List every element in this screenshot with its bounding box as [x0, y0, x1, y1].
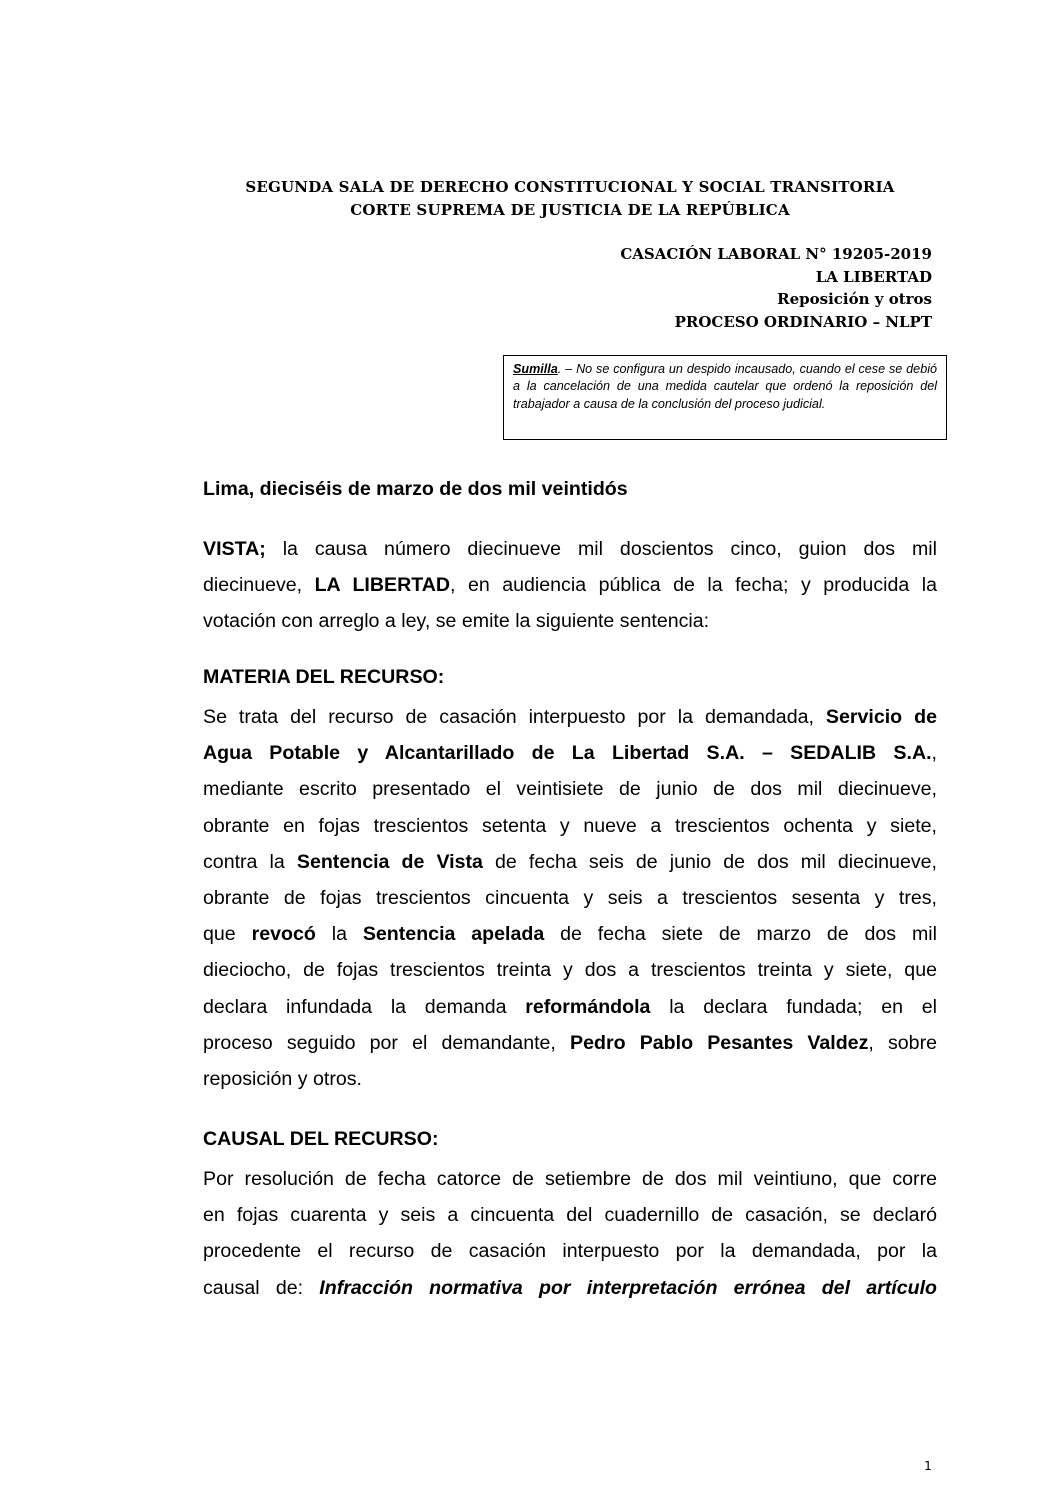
text-run: reposición y otros. — [203, 1067, 362, 1090]
text-run: mediante escrito presentado el veintisiete de junio de dos mil diecinueve, — [203, 778, 937, 801]
paragraph-line — [203, 916, 937, 952]
paragraph-line — [203, 1197, 937, 1233]
paragraph-line — [203, 1161, 937, 1197]
case-number: CASACIÓN LABORAL N° 19205-2019 — [620, 245, 932, 263]
paragraph-line — [203, 531, 937, 567]
text-run: , en audiencia pública de la fecha; y producida la — [450, 574, 937, 597]
text-run: , — [931, 742, 937, 765]
text-run: la declara fundada; en el — [650, 995, 937, 1018]
paragraph-line — [203, 880, 937, 916]
case-info — [620, 243, 932, 333]
causal-paragraph — [203, 1161, 937, 1306]
text-run: , sobre — [868, 1031, 937, 1054]
court-chamber: SEGUNDA SALA DE DERECHO CONSTITUCIONAL Y SOCIAL TRANSITORIA — [245, 178, 895, 196]
paragraph-line — [203, 844, 937, 880]
case-region: LA LIBERTAD — [815, 267, 932, 286]
materia-paragraph — [203, 699, 937, 1097]
paragraph-line — [203, 771, 937, 807]
text-run: la causa número diecinueve mil doscientos cinco, guion dos mil — [265, 538, 937, 560]
vista-label: VISTA; — [203, 538, 266, 560]
vista-paragraph — [203, 531, 937, 640]
case-subject: Reposición y otros — [777, 290, 932, 308]
text-bold-italic: Infracción normativa por interpretación errónea del artículo — [319, 1276, 937, 1299]
case-process: PROCESO ORDINARIO – NLPT — [674, 312, 932, 331]
text-run: Se trata del recurso de casación interpuesto por la demandada, — [203, 706, 826, 728]
sumilla-box — [503, 355, 947, 440]
page-number: 1 — [924, 1458, 932, 1473]
court-name: CORTE SUPREMA DE JUSTICIA DE LA REPÚBLICA — [350, 201, 790, 219]
date-line: Lima, dieciséis de marzo de dos mil veintidós — [203, 478, 628, 500]
paragraph-line — [203, 735, 937, 771]
paragraph-line — [203, 567, 937, 603]
text-run: Por resolución de fecha catorce de setiembre de dos mil veintiuno, que corre — [203, 1168, 937, 1190]
text-run: obrante en fojas trescientos setenta y nueve a trescientos ochenta y siete, — [203, 814, 937, 837]
paragraph-line — [203, 1270, 937, 1306]
text-bold: Servicio de — [825, 706, 937, 728]
paragraph-line — [203, 1025, 937, 1061]
text-run: la — [315, 923, 363, 946]
plaintiff-name: Pedro Pablo Pesantes Valdez — [570, 1031, 869, 1054]
paragraph-line — [203, 808, 937, 844]
causal-heading: CAUSAL DEL RECURSO: — [203, 1128, 439, 1150]
text-run: diecinueve, — [203, 574, 315, 597]
text-run: de fecha siete de marzo de dos mil — [544, 923, 937, 946]
region-bold: LA LIBERTAD — [314, 574, 451, 597]
paragraph-line — [203, 989, 937, 1025]
text-run: dieciocho, de fojas trescientos treinta y dos a trescientos treinta y siete, que — [203, 959, 937, 982]
text-bold: Sentencia apelada — [362, 923, 545, 946]
paragraph-line — [203, 699, 937, 735]
paragraph-line — [203, 1233, 937, 1269]
text-run: proceso seguido por el demandante, — [203, 1031, 571, 1054]
text-run: causal de: — [203, 1276, 320, 1299]
paragraph-line — [203, 1061, 937, 1097]
text-bold: reformándola — [525, 995, 651, 1018]
text-run: procedente el recurso de casación interpuesto por la demandada, por la — [203, 1240, 937, 1263]
court-header — [200, 176, 940, 222]
company-name: Agua Potable y Alcantarillado de La Libertad S.A. – SEDALIB S.A. — [203, 742, 932, 765]
materia-heading: MATERIA DEL RECURSO: — [203, 666, 445, 688]
text-run: declara infundada la demanda — [203, 995, 526, 1018]
text-run: contra la — [203, 850, 297, 873]
sumilla-text: . – No se configura un despido incausado, cuando el cese se debió a la cancelación de una medida cautelar que ordenó la reposición del trabajador a causa de la conclusión del proceso judicial. — [513, 362, 937, 411]
sumilla-label: Sumilla — [513, 362, 558, 376]
paragraph-line — [203, 603, 937, 639]
text-run: votación con arreglo a ley, se emite la siguiente sentencia: — [203, 610, 710, 633]
text-bold: revocó — [251, 923, 316, 946]
text-run: obrante de fojas trescientos cincuenta y seis a trescientos sesenta y tres, — [203, 886, 937, 909]
text-bold: Sentencia de Vista — [296, 850, 483, 873]
text-run: en fojas cuarenta y seis a cincuenta del cuadernillo de casación, se declaró — [203, 1204, 937, 1227]
text-run: de fecha seis de junio de dos mil diecinueve, — [482, 850, 937, 873]
paragraph-line — [203, 952, 937, 988]
text-run: que — [203, 923, 252, 946]
